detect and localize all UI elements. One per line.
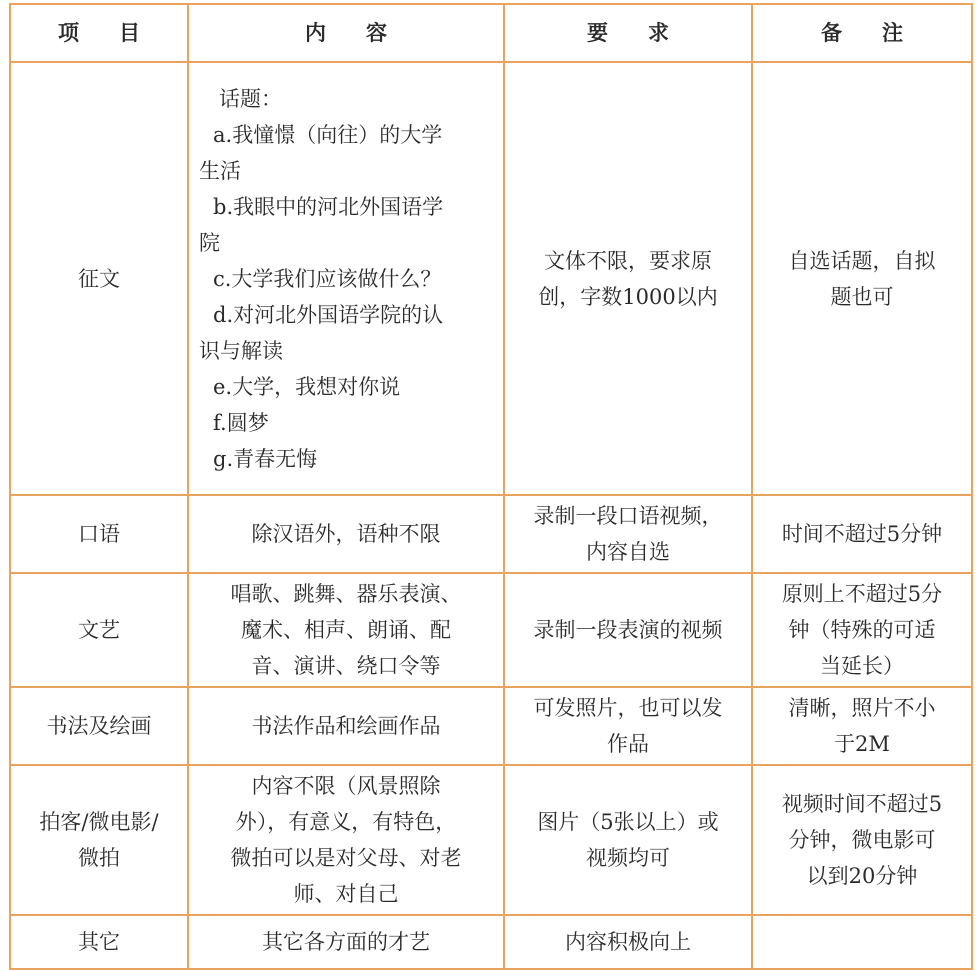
table-row — [10, 495, 972, 573]
row-content: 内容不限（风景照除 外），有意义，有特色， 微拍可以是对父母、对老 师、对自己 — [188, 765, 504, 915]
row-requirement: 内容积极向上 — [504, 915, 752, 969]
row-project: 征文 — [10, 62, 188, 495]
row-content: 其它各方面的才艺 — [188, 915, 504, 969]
table-row — [10, 687, 972, 765]
row-content: 话题： a.我憧憬（向往）的大学 生活 b.我眼中的河北外国语学 院 c.大学我们应该做什么？ d.对河北外国语学院的认 识与解读 e.大学，我想对你说 f.圆梦 g.青春无悔 — [188, 62, 504, 495]
row-requirement: 录制一段表演的视频 — [504, 573, 752, 687]
row-requirement: 可发照片，也可以发 作品 — [504, 687, 752, 765]
row-note: 原则上不超过5分 钟（特殊的可适 当延长） — [752, 573, 972, 687]
row-project: 文艺 — [10, 573, 188, 687]
row-content: 书法作品和绘画作品 — [188, 687, 504, 765]
row-project: 其它 — [10, 915, 188, 969]
table-row — [10, 62, 972, 495]
row-requirement: 图片（5张以上）或 视频均可 — [504, 765, 752, 915]
header-row — [10, 4, 972, 62]
activity-table — [9, 3, 973, 970]
row-note: 自选话题，自拟 题也可 — [752, 62, 972, 495]
table-row — [10, 573, 972, 687]
header-note: 备 注 — [752, 4, 972, 62]
row-note: 视频时间不超过5 分钟，微电影可 以到20分钟 — [752, 765, 972, 915]
header-content: 内 容 — [188, 4, 504, 62]
table-row — [10, 765, 972, 915]
row-requirement: 文体不限，要求原 创，字数1000以内 — [504, 62, 752, 495]
header-requirement: 要 求 — [504, 4, 752, 62]
row-project: 拍客/微电影/ 微拍 — [10, 765, 188, 915]
header-project: 项 目 — [10, 4, 188, 62]
row-requirement: 录制一段口语视频， 内容自选 — [504, 495, 752, 573]
row-note: 清晰，照片不小 于2M — [752, 687, 972, 765]
row-note: 时间不超过5分钟 — [752, 495, 972, 573]
row-content: 除汉语外，语种不限 — [188, 495, 504, 573]
row-project: 口语 — [10, 495, 188, 573]
row-content: 唱歌、跳舞、器乐表演、 魔术、相声、朗诵、配 音、演讲、绕口令等 — [188, 573, 504, 687]
row-project: 书法及绘画 — [10, 687, 188, 765]
